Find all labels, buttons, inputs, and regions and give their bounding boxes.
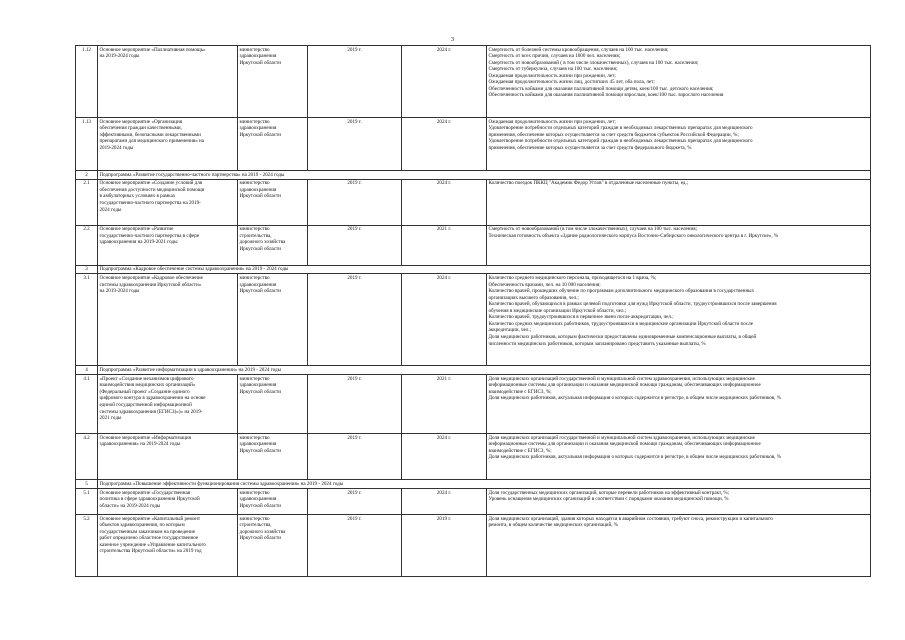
table-row xyxy=(76,46,871,118)
end-year: 2019 г. xyxy=(402,514,487,576)
event-name xyxy=(98,488,238,514)
event-name xyxy=(98,225,238,265)
table-row xyxy=(76,179,871,225)
text-line: здравоохранения xyxy=(239,496,277,503)
text-line: цифрового контура в здравоохранении на основе xyxy=(99,395,206,402)
subprogram-row xyxy=(76,366,871,375)
subprogram-row xyxy=(76,265,871,274)
executor xyxy=(238,434,308,480)
text-line: Количество средних медицинских работников, трудоустроившихся в медицинские организации Иркутской области после xyxy=(488,320,753,327)
start-year: 2019 г. xyxy=(308,118,402,171)
text-line: здравоохранения xyxy=(239,125,277,132)
text-line: Основное мероприятие «Создание условий для xyxy=(99,180,203,187)
text-line: государственно-частного партнерства в сфере xyxy=(99,232,200,239)
text-line: Ожидаемая продолжительность жизни при рождении, лет; xyxy=(488,118,616,125)
text-line: Смертность от болезней системы кровообращения, случаев на 100 тыс. населения; xyxy=(488,46,669,53)
text-line: Основное мероприятие «Капитальный ремонт xyxy=(99,515,201,522)
table-row xyxy=(76,488,871,514)
text-line: Основное мероприятие «Государственная xyxy=(99,489,191,496)
text-line: здравоохранения» на 2019-2024 годы xyxy=(99,441,181,448)
text-line: обучения в медицинские организации Иркутской области, чел.; xyxy=(488,307,627,314)
expected-result xyxy=(487,375,871,434)
text-line: эффективными, безопасными лекарственными xyxy=(99,131,201,138)
text-line: области» на 2019-2024 годы xyxy=(99,502,161,509)
text-line: Доля медицинских организаций государственной и муниципальной систем здравоохранения, использующих медицинские xyxy=(488,375,755,382)
text-line: информационные системы для организации и оказания медицинской помощи гражданам, обеспечивающих информационное xyxy=(488,441,761,448)
start-year: 2019 г. xyxy=(308,274,402,366)
text-line: Техническая готовность объекта «Здание радиологического корпуса Восточно-Сибирского онкологического центра в г. Иркутске», % xyxy=(488,232,779,239)
event-name xyxy=(98,514,238,576)
text-line: Основное мероприятие «Развитие xyxy=(99,226,174,233)
text-line: Иркутской области xyxy=(239,502,282,509)
page-number: 3 xyxy=(450,36,455,43)
text-line: информационные системы для организации и оказания медицинской помощи гражданам, обеспечивающих информационное xyxy=(488,382,761,389)
text-line: здравоохранения xyxy=(239,186,277,193)
row-number: 1.13 xyxy=(76,118,98,171)
text-line: министерство xyxy=(239,375,270,382)
text-line: строительства, xyxy=(239,522,272,529)
text-line: Доля медицинских организаций, здания которых находятся в аварийном состоянии, требуют сноса, реконструкции и капитального xyxy=(488,515,773,522)
text-line: Доля медицинских работников, актуальная информация о которых содержится в регистре, в общем числе медицинских работников, % xyxy=(488,454,781,461)
text-line: министерство xyxy=(239,46,270,53)
text-line: Смертность от туберкулеза, случаев на 100 тыс. населения; xyxy=(488,66,618,73)
subprogram-title: Подпрограмма «Повышение эффективности функционирования системы здравоохранения» на 2019 - 2024 годы xyxy=(98,480,871,489)
text-line: Иркутской области xyxy=(239,59,282,66)
text-line: министерство xyxy=(239,180,270,187)
executor xyxy=(238,274,308,366)
event-name xyxy=(98,179,238,225)
text-line: «Проект «Создание механизмов цифрового xyxy=(99,375,194,382)
text-line: Обеспеченность врачами, чел. на 10 000 населения; xyxy=(488,281,601,288)
text-line: Иркутской области xyxy=(239,447,282,454)
text-line: Смертность от новообразований ( в том числе злокачественных), случаев на 100 тыс. населения; xyxy=(488,59,699,66)
subprogram-row xyxy=(76,171,871,180)
row-number: 2.1 xyxy=(76,179,98,225)
text-line: Удовлетворение потребности отдельных категорий граждан в необходимых лекарственных препаратах для медицинского xyxy=(488,125,753,132)
row-number: 5.1 xyxy=(76,488,98,514)
end-year: 2024 г. xyxy=(402,46,487,118)
text-line: на 2019-2024 годы xyxy=(99,288,140,295)
text-line: препаратами для медицинского применения» на xyxy=(99,138,205,145)
row-number: 4.1 xyxy=(76,375,98,434)
text-line: применения, обеспечение которых осуществляется за счет средств федерального бюджета, % xyxy=(488,144,692,151)
text-line: применения, обеспечение которых осуществляется за счет средств бюджетов субъектов Российской Федерации, %; xyxy=(488,131,739,138)
text-line: обеспечения граждан качественными, xyxy=(99,125,182,132)
end-year: 2021 г. xyxy=(402,375,487,434)
text-line: Основное мероприятие «Кадровое обеспечение xyxy=(99,275,203,282)
text-line: Доля медицинских организаций государственной и муниципальной систем здравоохранения, использующих медицинские xyxy=(488,434,755,441)
text-line: Иркутской области xyxy=(239,193,282,200)
row-number: 5 xyxy=(76,480,98,489)
text-line: 2024 годы xyxy=(99,206,122,213)
text-line: единой государственной информационной xyxy=(99,401,192,408)
start-year: 2019 г. xyxy=(308,488,402,514)
row-number: 2 xyxy=(76,171,98,180)
table-row xyxy=(76,225,871,265)
executor xyxy=(238,118,308,171)
text-line: государственно-частного партнерства на 2019- xyxy=(99,199,201,206)
text-line: казенное учреждение «Управление капитального xyxy=(99,541,206,548)
executor xyxy=(238,488,308,514)
text-line: здравоохранения xyxy=(239,382,277,389)
expected-result xyxy=(487,118,871,171)
event-name xyxy=(98,118,238,171)
text-line: здравоохранения на 2019-2021 годы xyxy=(99,239,178,246)
row-number: 5.2 xyxy=(76,514,98,576)
end-year: 2024 г. xyxy=(402,274,487,366)
expected-result xyxy=(487,434,871,480)
table-row xyxy=(76,514,871,576)
text-line: Основное мероприятие «Организация xyxy=(99,118,183,125)
text-line: министерство xyxy=(239,515,270,522)
table-row xyxy=(76,274,871,366)
text-line: объектов здравоохранения, по которым xyxy=(99,522,185,529)
text-line: (Федеральный проект «Создание единого xyxy=(99,388,190,395)
start-year: 2019 г. xyxy=(308,375,402,434)
text-line: Иркутской области xyxy=(239,245,282,252)
row-number: 1.12 xyxy=(76,46,98,118)
text-line: дорожного хозяйства xyxy=(239,528,286,535)
text-line: Ожидаемая продолжительность жизни при рождении, лет; xyxy=(488,72,616,79)
executor xyxy=(238,375,308,434)
end-year: 2024 г. xyxy=(402,434,487,480)
text-line: организациях высшего образования, чел.; xyxy=(488,294,579,301)
program-activities-table xyxy=(75,45,871,577)
executor xyxy=(238,514,308,576)
text-line: министерство xyxy=(239,118,270,125)
event-name xyxy=(98,375,238,434)
text-line: дорожного хозяйства xyxy=(239,239,286,246)
text-line: здравоохранения xyxy=(239,441,277,448)
text-line: Основное мероприятие «Паллиативная помощь» xyxy=(99,46,206,53)
end-year: 2021 г. xyxy=(402,225,487,265)
start-year: 2019 г. xyxy=(308,225,402,265)
text-line: Доля государственных медицинских организаций, которые перевели работников на эффективный контракт, %; xyxy=(488,489,730,496)
text-line: Обеспеченность койками для оказания паллиативной помощи взрослым, коек/100 тыс. взрослого населения xyxy=(488,92,724,99)
expected-result xyxy=(487,488,871,514)
text-line: взаимодействие с ЕГИСЗ, %; xyxy=(488,388,552,395)
text-line: Количество врачей, обучающихся в рамках целевой подготовки для нужд Иркутской области, трудоустроившихся после завершения xyxy=(488,301,777,308)
subprogram-title: Подпрограмма «Кадровое обеспечение системы здравоохранения» на 2019 - 2024 годы xyxy=(98,265,871,274)
event-name xyxy=(98,274,238,366)
end-year: 2024 г. xyxy=(402,118,487,171)
text-line: Смертность от новообразований (в том числе злокачественных), случаев на 100 тыс. населения; xyxy=(488,226,697,233)
table-row xyxy=(76,434,871,480)
text-line: в амбулаторных условиях в рамках xyxy=(99,193,176,200)
text-line: взаимодействие с ЕГИСЗ, %; xyxy=(488,447,552,454)
text-line: министерство xyxy=(239,226,270,233)
text-line: Обеспеченность койками для оказания паллиативной помощи детям, коек/100 тыс. детского населения; xyxy=(488,85,714,92)
text-line: строительства, xyxy=(239,232,272,239)
start-year: 2019 г. xyxy=(308,434,402,480)
text-line: Количество врачей, прошедших обучение по программам дополнительного медицинского образования в государственных xyxy=(488,288,755,295)
text-line: численности медицинских работников, которым запланировано представить указанные выплаты, % xyxy=(488,340,706,347)
subprogram-title: Подпрограмма «Развитие государственно-частного партнерства» на 2019 - 2024 годы xyxy=(98,171,871,180)
text-line: Количество врачей, трудоустроившихся в первичное звено после аккредитации, чел.; xyxy=(488,314,674,321)
text-line: Иркутской области xyxy=(239,388,282,395)
text-line: Доля медицинских работников, актуальная информация о которых содержится в регистре, в общем числе медицинских работников, % xyxy=(488,395,781,402)
event-name xyxy=(98,434,238,480)
expected-result xyxy=(487,46,871,118)
text-line: здравоохранения xyxy=(239,281,277,288)
row-number: 3.1 xyxy=(76,274,98,366)
text-line: системы здравоохранения Иркутской области» xyxy=(99,281,202,288)
text-line: обеспечения доступности медицинской помощи xyxy=(99,186,205,193)
text-line: министерство xyxy=(239,275,270,282)
expected-result xyxy=(487,225,871,265)
text-line: на 2019-2024 годы xyxy=(99,53,140,60)
text-line: 2019-2024 годы xyxy=(99,144,134,151)
expected-result xyxy=(487,514,871,576)
text-line: Ожидаемая продолжительность жизни лиц, достигших 45 лет, оба пола, лет; xyxy=(488,79,655,86)
row-number: 4.2 xyxy=(76,434,98,480)
expected-result xyxy=(487,179,871,225)
text-line: Иркутской области xyxy=(239,131,282,138)
text-line: министерство xyxy=(239,489,270,496)
row-number: 4 xyxy=(76,366,98,375)
start-year: 2019 г. xyxy=(308,514,402,576)
text-line: системы здравоохранения (ЕГИСЗ)»)» на 2019- xyxy=(99,408,203,415)
table-row xyxy=(76,118,871,171)
text-line: Уровень оснащения медицинских организаций в соответствии с порядками оказания медицинской помощи, % xyxy=(488,496,729,503)
text-line: строительства Иркутской области» на 2019 год xyxy=(99,548,202,555)
table-row xyxy=(76,375,871,434)
text-line: работ определено областное государственное xyxy=(99,535,199,542)
text-line: государственным заказчиком на проведение xyxy=(99,528,195,535)
end-year: 2024 г. xyxy=(402,179,487,225)
start-year: 2019 г. xyxy=(308,179,402,225)
text-line: взаимодействия медицинских организаций» xyxy=(99,382,196,389)
text-line: здравоохранения xyxy=(239,53,277,60)
expected-result xyxy=(487,274,871,366)
text-line: Количество поездок ПККЦ "Академик Федор Углов" в отдаленные населенные пункты, ед.; xyxy=(488,180,689,187)
text-line: министерство xyxy=(239,434,270,441)
row-number: 2.2 xyxy=(76,225,98,265)
subprogram-row xyxy=(76,480,871,489)
text-line: 2021 годы xyxy=(99,415,122,422)
text-line: Количество среднего медицинского персонала, приходящегося на 1 врача, %; xyxy=(488,275,657,282)
text-line: Удовлетворение потребности отдельных категорий граждан в необходимых лекарственных препаратах для медицинского xyxy=(488,138,753,145)
executor xyxy=(238,179,308,225)
end-year: 2024 г. xyxy=(402,488,487,514)
executor xyxy=(238,225,308,265)
text-line: Доля медицинских работников, которым фактически предоставлены единовременные компенсационные выплаты, в общей xyxy=(488,333,757,340)
text-line: Смертность от всех причин, случаев на 1000 чел. населения; xyxy=(488,53,621,60)
text-line: аккредитации, чел.; xyxy=(488,327,532,334)
text-line: ремонта, в общем количестве медицинских организаций, % xyxy=(488,522,619,529)
row-number: 3 xyxy=(76,265,98,274)
executor xyxy=(238,46,308,118)
text-line: Иркутской области xyxy=(239,535,282,542)
start-year: 2019 г. xyxy=(308,46,402,118)
subprogram-title: Подпрограмма «Развитие информатизации в здравоохранении» на 2019 - 2024 годы xyxy=(98,366,871,375)
event-name xyxy=(98,46,238,118)
text-line: политика в сфере здравоохранения Иркутской xyxy=(99,496,200,503)
text-line: Иркутской области xyxy=(239,288,282,295)
text-line: Основное мероприятие «Информатизация xyxy=(99,434,191,441)
